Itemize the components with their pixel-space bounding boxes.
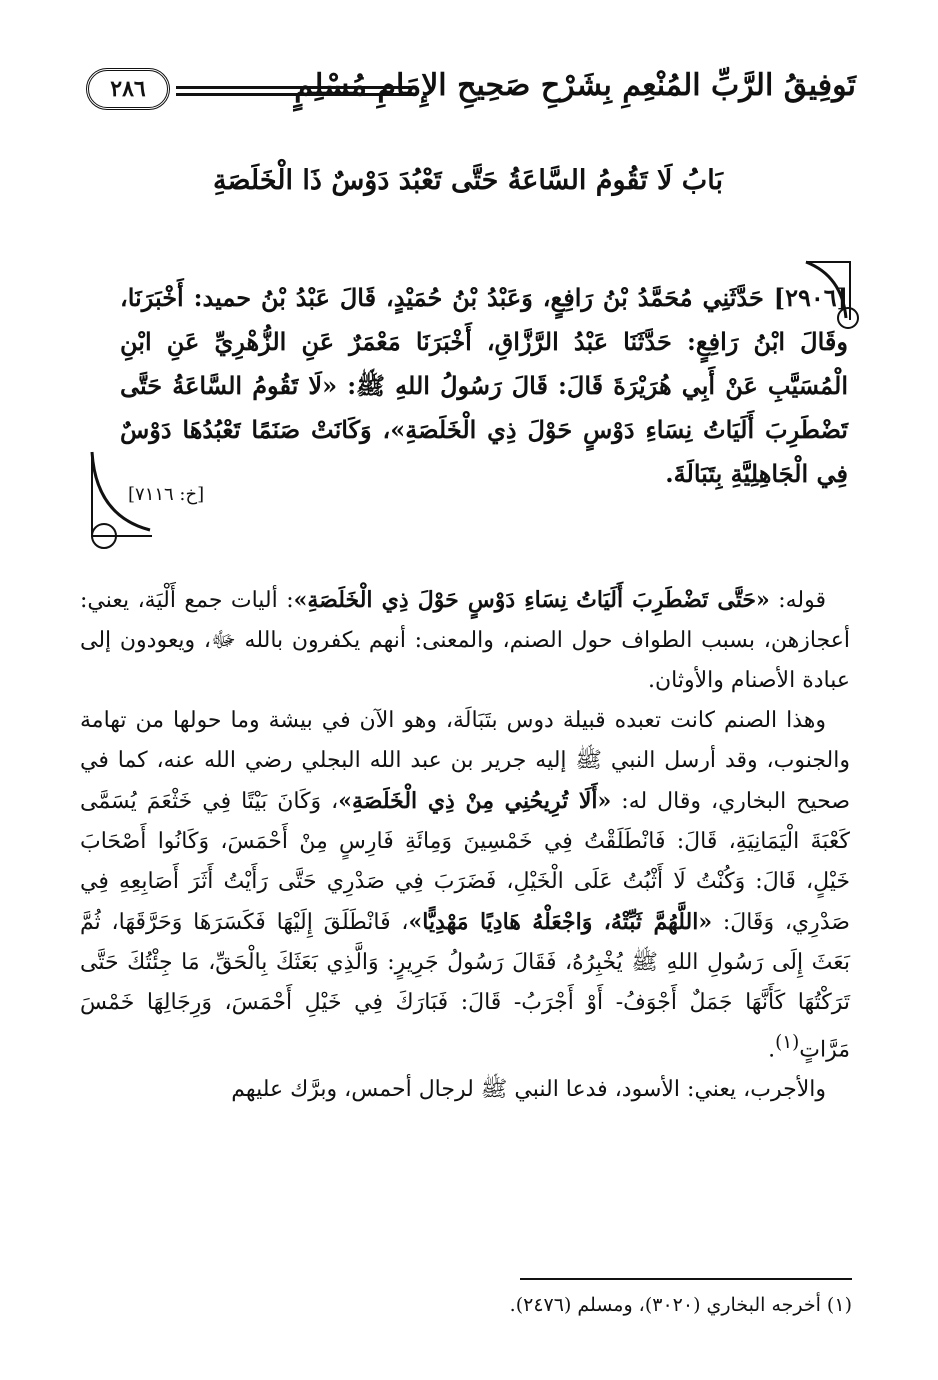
commentary-text: والأجرب، يعني: الأسود، فدعا النبي ﷺ لرجال أحمس، وبرَّك عليهم xyxy=(231,1077,826,1103)
commentary-text: ، فَانْطَلَقَ إِلَيْهَا فَكَسَرَهَا وَحَرَّقَهَا، ثُمَّ بَعَثَ إِلَى رَسُولِ اللهِ ﷺ يُخْبِرُهُ، فَقَالَ رَسُولُ جَرِيرٍ: وَالَّذِي بَعَثَكَ بِالْحَقِّ، مَا جِئْتُكَ حَتَّى تَرَكْتُهَا كَأَنَّهَا جَمَلٌ أَجْوَفُ- أَوْ أَجْرَبُ- قَالَ: فَبَارَكَ فِي خَيْلِ أَحْمَسَ، وَرِجَالِهَا خَمْسَ مَرَّاتٍ xyxy=(80,910,850,1063)
commentary-period: . xyxy=(768,1037,776,1063)
commentary-text: وهذا الصنم كانت تعبده قبيلة دوس بتَبَالَة، وهو الآن في بيشة وما حولها من تهامة والجنوب، وقد أرسل النبي ﷺ إليه جرير بن عبد الله البجلي رضي الله عنه، كما في صحيح البخاري، وقال له: xyxy=(80,708,850,814)
hadith-quote: «حَتَّى تَضْطَرِبَ أَلَيَاتُ نِسَاءِ دَوْسٍ حَوْلَ ذِي الْخَلَصَةِ» xyxy=(293,587,770,613)
commentary-text: : أليات جمع أَلْيَة، يعني: أعجازهن، بسبب الطواف حول الصنم، والمعنى: أنهم يكفرون بالله ﷻ، ويعودون إلى عبادة الأصنام والأوثان. xyxy=(80,588,850,693)
commentary xyxy=(80,580,850,1110)
footnote-divider xyxy=(520,1278,852,1280)
hadith-reference: [خ: ٧١١٦] xyxy=(128,484,205,505)
hadith-quote: «أَلَا تُرِيحُنِي مِنْ ذِي الْخَلَصَةِ» xyxy=(338,788,612,814)
commentary-paragraph xyxy=(80,701,850,1070)
page-number: ٢٨٦ xyxy=(110,76,146,102)
hadith-text: [٢٩٠٦] حَدَّثَنِي مُحَمَّدُ بْنُ رَافِعٍ، وَعَبْدُ بْنُ حُمَيْدٍ، قَالَ عَبْدُ بْنُ حميد: أَخْبَرَنَا، وقَالَ ابْنُ رَافِعٍ: حَدَّثَنَا عَبْدُ الرَّزَّاقِ، أَخْبَرَنَا مَعْمَرٌ عَنِ الزُّهْرِيِّ عَنِ ابْنِ الْمُسَيَّبِ عَنْ أَبِي هُرَيْرَةَ قَالَ: قَالَ رَسُولُ اللهِ ﷺ: «لَا تَقُومُ السَّاعَةُ حَتَّى تَضْطَرِبَ أَلَيَاتُ نِسَاءِ دَوْسٍ حَوْلَ ذِي الْخَلَصَةِ»، وَكَانَتْ صَنَمًا تَعْبُدُهَا دَوْسٌ فِي الْجَاهِلِيَّةِ بِتَبَالَةَ. xyxy=(120,283,848,488)
book-title: تَوفِيقُ الرَّبِّ المُنْعِمِ بِشَرْحِ صَحِيحِ الإِمَامِ مُسْلِمٍ xyxy=(294,68,856,103)
chapter-title: بَابُ لَا تَقُومُ السَّاعَةُ حَتَّى تَعْبُدَ دَوْسٌ ذَا الْخَلَصَةِ xyxy=(213,165,723,196)
commentary-intro: قوله: xyxy=(769,588,826,613)
commentary-paragraph xyxy=(80,580,850,701)
footnote: (١) أخرجه البخاري (٣٠٢٠)، ومسلم (٢٤٧٦). xyxy=(509,1294,852,1316)
hadith-quote: «اللَّهُمَّ ثَبِّتْهُ، وَاجْعَلْهُ هَادِيًا مَهْدِيًّا» xyxy=(408,909,713,935)
footnote-marker[interactable]: (١) xyxy=(775,1032,800,1053)
commentary-text: ، وَكَانَ بَيْتًا فِي خَثْعَمَ يُسَمَّى كَعْبَةَ الْيَمَانِيَةِ، قَالَ: فَانْطَلَقْتُ فِي خَمْسِينَ وَمِائَةِ فَارِسٍ مِنْ أَحْمَسَ، وَكَانُوا أَصْحَابَ خَيْلٍ، قَالَ: وَكُنْتُ لَا أَثْبُتُ عَلَى الْخَيْلِ، فَضَرَبَ فِي صَدْرِي حَتَّى رَأَيْتُ أَثَرَ أَصَابِعِهِ فِي صَدْرِي، وَقَالَ: xyxy=(80,789,850,935)
commentary-paragraph xyxy=(80,1070,850,1110)
